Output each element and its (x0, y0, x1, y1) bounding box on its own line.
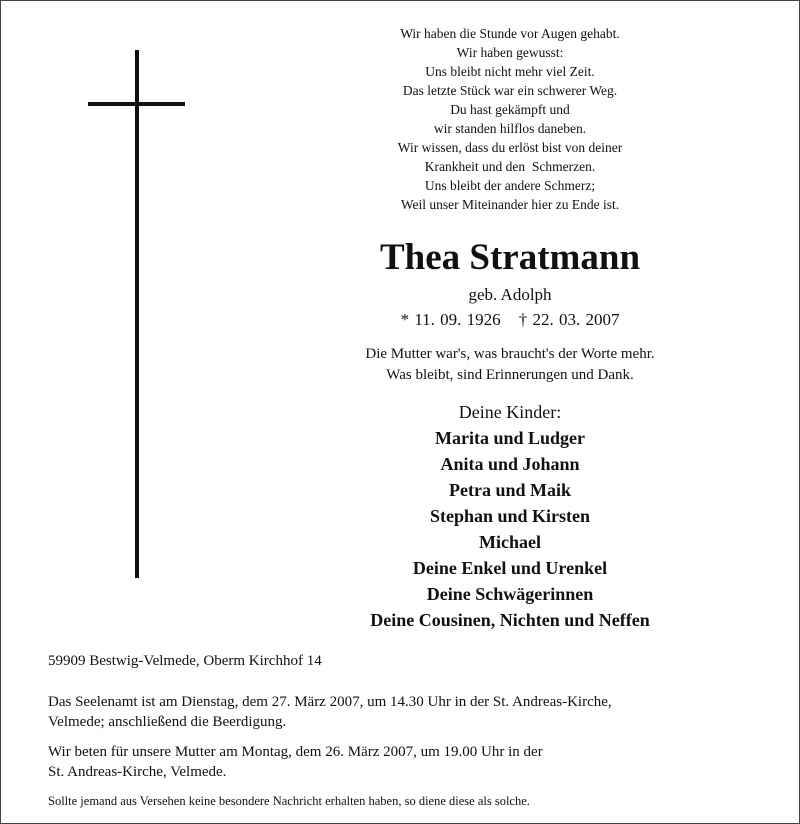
prayer-line: St. Andreas-Kirche, Velmede. (48, 764, 227, 780)
poem-line: wir standen hilflos daneben. (433, 121, 587, 136)
poem-line: Uns bleibt der andere Schmerz; (424, 178, 596, 193)
mourner-line: Deine Cousinen, Nichten und Neffen (370, 610, 650, 630)
cross-horizontal-bar (88, 102, 185, 106)
mourners-list (300, 425, 720, 633)
birth-date: * 11. 09. 1926 (400, 310, 501, 329)
poem-line: Du hast gekämpft und (450, 102, 570, 117)
service-line: Velmede; anschließend die Beerdigung. (48, 714, 287, 730)
mourner-line: Deine Enkel und Urenkel (412, 558, 608, 578)
memorial-quote (320, 344, 700, 386)
poem-line: Wir haben gewusst: (456, 45, 564, 60)
poem-line: Das letzte Stück war ein schwerer Weg. (402, 83, 618, 98)
mourner-line: Anita und Johann (440, 454, 580, 474)
deceased-name: Thea Stratmann (379, 237, 641, 278)
poem-line: Uns bleibt nicht mehr viel Zeit. (425, 64, 595, 79)
mourner-line: Marita und Ludger (434, 428, 585, 448)
poem-line: Wir haben die Stunde vor Augen gehabt. (400, 26, 620, 41)
mourners-heading: Deine Kinder: (458, 402, 562, 422)
cross-vertical-bar (135, 50, 139, 578)
family-address: 59909 Bestwig-Velmede, Oberm Kirchhof 14 (48, 653, 322, 669)
mourner-line: Petra und Maik (448, 480, 571, 500)
quote-line: Die Mutter war's, was braucht's der Worte mehr. (365, 346, 655, 362)
poem-line: Wir wissen, dass du erlöst bist von deiner (397, 140, 623, 155)
maiden-name: geb. Adolph (468, 285, 552, 304)
life-dates (330, 309, 690, 331)
poem-line: Weil unser Miteinander hier zu Ende ist. (400, 197, 620, 212)
service-line: Das Seelenamt ist am Dienstag, dem 27. März 2007, um 14.30 Uhr in der St. Andreas-Kirche, (48, 694, 612, 710)
death-date: † 22. 03. 2007 (518, 310, 620, 329)
footnote: Sollte jemand aus Versehen keine besondere Nachricht erhalten haben, so diene diese als solche. (48, 794, 530, 808)
prayer-announcement (48, 742, 768, 782)
quote-line: Was bleibt, sind Erinnerungen und Dank. (386, 367, 634, 383)
mourner-line: Deine Schwägerinnen (426, 584, 594, 604)
poem-line: Krankheit und den Schmerzen. (424, 159, 596, 174)
mourner-line: Stephan und Kirsten (429, 506, 591, 526)
mourner-line: Michael (479, 532, 541, 552)
poem (340, 24, 680, 214)
service-announcement (48, 692, 768, 732)
prayer-line: Wir beten für unsere Mutter am Montag, dem 26. März 2007, um 19.00 Uhr in der (48, 744, 543, 760)
